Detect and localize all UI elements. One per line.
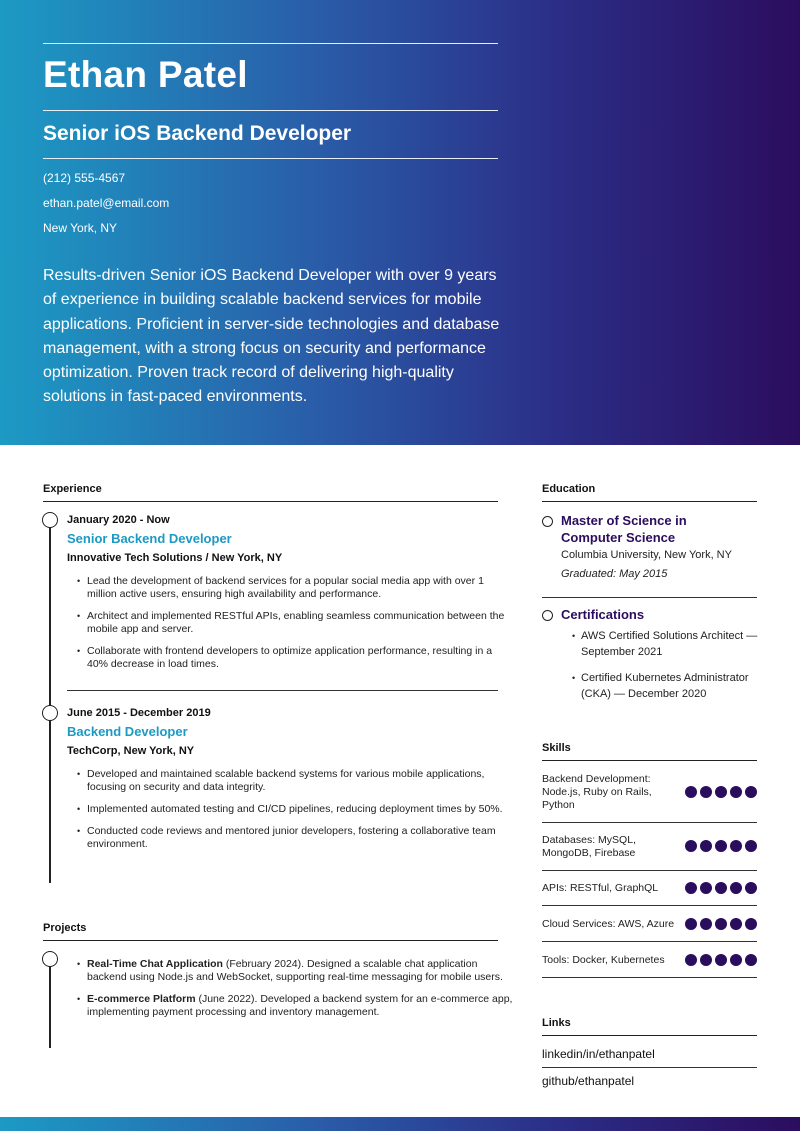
- skill-name: Tools: Docker, Kubernetes: [542, 954, 665, 966]
- degree: Master of Science in Computer Science: [561, 513, 687, 545]
- rating-dot: [730, 882, 742, 894]
- list-item: • Implemented automated testing and CI/CD pipelines, reducing deployment times by 50%.: [77, 803, 513, 816]
- header-divider: [43, 110, 498, 111]
- timeline-node: [42, 951, 58, 967]
- list-item: • Conducted code reviews and mentored junior developers, fostering a collaborative team environment.: [77, 825, 513, 851]
- job-title: Senior iOS Backend Developer: [43, 122, 352, 145]
- job-dates: January 2020 - Now: [67, 514, 170, 526]
- certification-list: [572, 628, 762, 712]
- list-item: • Certified Kubernetes Administrator (CKA) — December 2020: [572, 670, 762, 702]
- skill-divider: [542, 822, 757, 823]
- rating-dot: [715, 954, 727, 966]
- rating-dot: [700, 786, 712, 798]
- graduation-date: Graduated: May 2015: [561, 568, 668, 580]
- skills-heading: Skills: [542, 742, 571, 754]
- skill-divider: [542, 905, 757, 906]
- skill-row: [542, 918, 757, 932]
- skill-rating: [685, 882, 757, 894]
- job-role: Backend Developer: [67, 724, 188, 739]
- rating-dot: [685, 954, 697, 966]
- skills-rule: [542, 760, 757, 761]
- experience-rule: [43, 501, 498, 502]
- project-name: Real-Time Chat Application: [87, 958, 223, 970]
- skill-name: Cloud Services: AWS, Azure: [542, 918, 675, 930]
- skill-divider: [542, 870, 757, 871]
- location: New York, NY: [43, 221, 118, 235]
- email-address: ethan.patel@email.com: [43, 196, 170, 210]
- timeline-node: [42, 705, 58, 721]
- rating-dot: [715, 882, 727, 894]
- rating-dot: [745, 918, 757, 930]
- list-item: • Lead the development of backend services for a popular social media app with over 1 million active users, ensuring high availability and performance.: [77, 575, 513, 601]
- links-heading: Links: [542, 1017, 571, 1029]
- job-bullets: [77, 768, 513, 860]
- skill-rating: [685, 840, 757, 852]
- candidate-name: Ethan Patel: [43, 54, 248, 95]
- skill-row: [542, 834, 757, 862]
- job-divider: [67, 690, 498, 691]
- project-detail: (June 2022). Developed a backend system for an e-commerce app, implementing payment processing and inventory management.: [87, 993, 513, 1018]
- header-divider: [43, 43, 498, 44]
- rating-dot: [700, 918, 712, 930]
- footer-bar: [0, 1117, 800, 1131]
- skill-name: Databases: MySQL, MongoDB, Firebase: [542, 834, 636, 859]
- list-item: [77, 993, 513, 1019]
- professional-summary: Results-driven Senior iOS Backend Developer with over 9 years of experience in building scalable backend services for mobile applications. Proficient in server-side technologies and database management, with a strong focus on security and performance optimization. Proven track record of delivering high-quality solutions in fast-paced environments.: [43, 267, 500, 406]
- skill-rating: [685, 954, 757, 966]
- rating-dot: [715, 840, 727, 852]
- projects-timeline: [49, 966, 51, 1048]
- certifications-heading: Certifications: [561, 607, 645, 622]
- rating-dot: [745, 786, 757, 798]
- list-item: • AWS Certified Solutions Architect — September 2021: [572, 628, 762, 660]
- github-link[interactable]: github/ethanpatel: [542, 1074, 635, 1088]
- rating-dot: [700, 882, 712, 894]
- list-item: [77, 958, 513, 984]
- education-rule: [542, 501, 757, 502]
- skill-rating: [685, 918, 757, 930]
- skill-divider: [542, 977, 757, 978]
- projects-heading: Projects: [43, 922, 87, 934]
- rating-dot: [745, 954, 757, 966]
- skill-row: [542, 954, 757, 968]
- job-company: Innovative Tech Solutions / New York, NY: [67, 552, 283, 564]
- list-item: • Developed and maintained scalable backend systems for various mobile applications, focusing on security and data integrity.: [77, 768, 513, 794]
- linkedin-link[interactable]: linkedin/in/ethanpatel: [542, 1047, 655, 1061]
- list-item: • Architect and implemented RESTful APIs, enabling seamless communication between the mobile app and server.: [77, 610, 513, 636]
- projects-rule: [43, 940, 498, 941]
- rating-dot: [730, 918, 742, 930]
- skill-name: APIs: RESTful, GraphQL: [542, 882, 659, 894]
- job-dates: June 2015 - December 2019: [67, 707, 211, 719]
- certifications-node: [542, 610, 553, 621]
- links-rule: [542, 1035, 757, 1036]
- rating-dot: [730, 786, 742, 798]
- skill-row: [542, 773, 757, 813]
- skill-row: [542, 882, 757, 896]
- rating-dot: [730, 840, 742, 852]
- rating-dot: [685, 918, 697, 930]
- experience-heading: Experience: [43, 483, 102, 495]
- timeline-node: [42, 512, 58, 528]
- header-banner: [0, 0, 800, 445]
- header-divider: [43, 158, 498, 159]
- phone-number: (212) 555-4567: [43, 171, 126, 185]
- skill-rating: [685, 786, 757, 798]
- rating-dot: [715, 918, 727, 930]
- rating-dot: [685, 882, 697, 894]
- rating-dot: [730, 954, 742, 966]
- rating-dot: [715, 786, 727, 798]
- skill-divider: [542, 941, 757, 942]
- job-company: TechCorp, New York, NY: [67, 745, 195, 757]
- rating-dot: [700, 840, 712, 852]
- project-name: E-commerce Platform: [87, 993, 196, 1005]
- education-node: [542, 516, 553, 527]
- project-list: [77, 958, 513, 1028]
- rating-dot: [685, 786, 697, 798]
- skill-name: Backend Development: Node.js, Ruby on Rails, Python: [542, 773, 652, 811]
- rating-dot: [685, 840, 697, 852]
- school: Columbia University, New York, NY: [561, 549, 732, 561]
- project-detail: (February 2024). Designed a scalable chat application backend using Node.js and WebSocket, supporting real-time messaging for mobile users.: [87, 958, 503, 983]
- job-role: Senior Backend Developer: [67, 531, 232, 546]
- rating-dot: [745, 840, 757, 852]
- list-item: • Collaborate with frontend developers to optimize application performance, resulting in a 40% decrease in load times.: [77, 645, 513, 671]
- job-bullets: [77, 575, 513, 680]
- rating-dot: [745, 882, 757, 894]
- rating-dot: [700, 954, 712, 966]
- education-divider: [542, 597, 757, 598]
- link-divider: [542, 1067, 757, 1068]
- education-heading: Education: [542, 483, 596, 495]
